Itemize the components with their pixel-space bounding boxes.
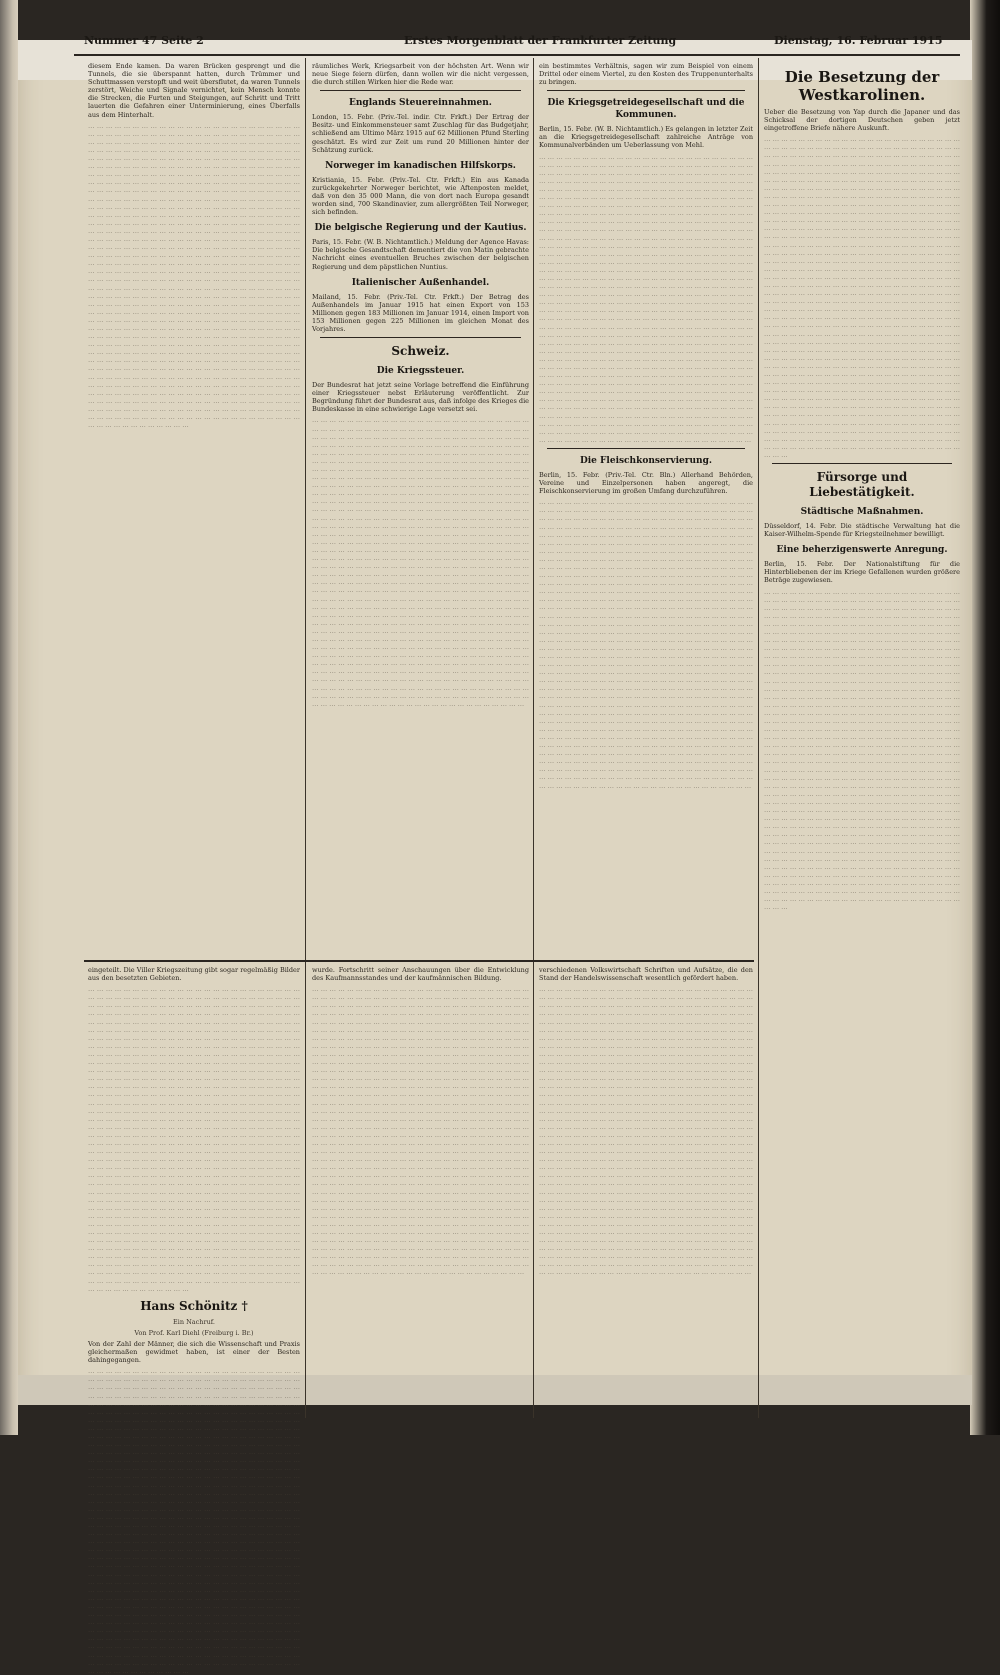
article-text: Paris, 15. Febr. (W. B. Nichtamtlich.) Meldung der Agence Havas: Die belgische Gesandtschaft dementiert die von Matin gebrachte Nachricht eines eventuellen Bruches zwischen der belgischen Regierung und dem päpstlichen Nuntius. [312, 238, 529, 271]
text-filler: … … … … … … … … … … … … … … … … … … … … … … … … … … … … … … … … … … … … … … … … … … … … … … … … … … … … … … … … … … … … … … … … … … … … … … … … … … … … … … … … … … … … … … … … … … … … … … … … … … … … … … … … … … … … … … … … … … … … … … … … … … … … … … … … … … … … … … … … … … … … … … … … … … … … … … … … … … … … … … … … … … … … … … … … … … … … … … … … … … … … … … … … … … … … … … … … … … … … … … … … … … … … … … … … … … … … … … … … … … … … … … … … … … … … … … … … … … … … … … … … … … … … … … … … … … … … … … … … … … … … … … … … … … … … … … … … … … … … … … … … … … … … … … … … … … … … … … … … … … … … … … … … … … … … … … … … … … … … … … … … … … … … … … … … … … … … … … … … … … … … … … … … … … … … … … … … … … … … … … … … … … … … … … … … … … … … … … … … … … … … … … … … … … … … … … … … … … … … … … … … … … … … … … … … … … … … … … … … … … … … … … … … … … … … … … … … … … … … … … … … … … … … … … … … … … … … … … … … … … … … … … … … … … … … … … … … … … … … … … … … … … … … … … … … … … … … … … … … … … … … … … … … … … … … … … … … … … … … … … … … … … … … … … … … … … … … … … … … … … … … … … … … … … … … … … … … … … … … … … … … … … … … … … … … … … … … … … … … … … … … … … … … … … … … … … … … … … … … … … … … … … … … … … … … … … … … … … … … … … … … … … … … … … … … … … … … … … … … … … … … … … … … … … … … … … … … … … … … … … … … … … … … … … … … … … … … … … … … … … … … … … … … … … … … … … … … … … … … … … … … … … … … … … … … … … … … … … … … … … … … … … … … … … … … … … … … … … … … … … … … … … … … … … … … … … … … … … … … … … … … … … … … … … … … … … … … … … … … … … … … … … … … … … … … … … … … … … … … … … … … … … … … … … … … … … … … … … … … … … … … … … … … … … … … … … … … … … … … … … … … … … … … … … … … … … … … … … … … … … … … … … … … … … … … … … … … … … … … … … … … … … … … … … … … … … … … … … … … … … … … [764, 587, 960, 912]
article-text: Berlin, 15. Febr. (W. B. Nichtamtlich.) Es gelangen in letzter Zeit an die Kriegsgetreidegesellschaft zahlreiche Anträge von Kommunalverbänden um Ueberlassung von Mehl. [539, 125, 753, 150]
article-headline: Norweger im kanadischen Hilfskorps. [325, 160, 516, 171]
article-text: Kristiania, 15. Febr. (Priv.-Tel. Ctr. Frkft.) Ein aus Kanada zurückgekehrter Norweger berichtet, wie Aftenposten meldet, daß von den 35 000 Mann, die von dort nach Europa gesandt worden sind, 700 Skandinavier, zum allergrößten Teil Norweger, sich befinden. [312, 175, 529, 217]
article-rule [320, 337, 521, 338]
issue-number: Nummer 47 Seite 2 [84, 34, 204, 47]
article-text: eingeteilt. Die Viller Kriegszeitung gibt sogar regelmäßig Bilder aus den besetzten Gebieten. [88, 966, 300, 983]
feuilleton-column-2 [312, 966, 529, 1412]
column-4 [764, 62, 960, 1412]
text-filler: … … … … … … … … … … … … … … … … … … … … … … … … … … … … … … … … … … … … … … … … … … … … … … … … … … … … … … … … … … … … … … … … … … … … … … … … … … … … … … … … … … … … … … … … … … … … … … … … … … … … … … … … … … … … … … … … … … … … … … … … … … … … … … … … … … … … … … … … … … … … … … … … … … … … … … … … … … … … … … … … … … … … … … … … … … … … … … … … … … … … … … … … … … … … … … … … … … … … … … … … … … … … … … … … … … … … … … … … … … … … … … … … … … … … … … … … … … … … … … … … … … … … … … … … … … … … … … … … … … … … … … … … … … … … … … … … … … … … … … … … … … … … … … … … … … … … … … … … … … … … … … … … … … … … … … … … … … … … … … … … … … … … … … … … … … … … … … … … … … … … … … … … … … … … … … … … … … … … … … … … … … … … … … … … … … … … … … … … … … … … … … … … … … … … … … … … … … … … … … … … … … … … … … … … … … … … … … … … … … … … … … … … … … … … … … … … … … … … … … … … … … … … … … … … … … … … … … … … … … … … … … … … … … … … … … … … … … … … … … … … … … … … … … … … … … … … … … … … … … … … … … … … … … … … … … … … … … … … … … … … … … … … … … … … … … … … … … … … … … … … … … … … … … … … … … … … … … … … … … … … … … … … … … … … … … … … … … … … … … … … … … … … … … … … … … … … … … … … … … … … … … … … … … … … … … … … … … … … … … … … … … … … … … … … … … … … … … … … … … … … … … … … … … … … … … … … … … … … … … … … … … … … … … … … … … … … … … … … … … … … … … … … … … … … … … … … … … … … … … … … … … … … … … … … … … … … … … … … … … … … … … … … … … … … … … … … … … … … … … … … … … … … … … … … … … … … … … … … … … … … … … … … … … … … … … … … … … … … … … … … … … … … … … … … … … … … … … … … … … … … … … … … … … … … … … … … … … … … … … … … … … … … … … … … … … … … … … … … … … … … … … … … … … … … … … … … … … … … … … … … … … … … … … … … … … … … … … … … … … … … … … … … … … … … … … … … … … … … … … … … [88, 1367, 300, 1675]
feuilleton-column-3 [539, 966, 753, 1412]
obituary-author: Von Prof. Karl Diehl (Freiburg i. Br.) [134, 1328, 254, 1337]
newspaper-title: Erstes Morgenblatt der Frankfurter Zeitung [404, 34, 677, 47]
article-text: verschiedenen Volkswirtschaft Schriften und Aufsätze, die den Stand der Handelswissenschaft wesentlich gefördert haben. [539, 966, 753, 983]
masthead [74, 34, 960, 52]
article-headline: Die Besetzung der Westkarolinen. [784, 68, 940, 104]
article-headline: Die Kriegsgetreidegesellschaft und die Kommunen. [547, 98, 745, 121]
article-text: Mailand, 15. Febr. (Priv.-Tel. Ctr. Frkft.) Der Betrag des Außenhandels im Januar 1915 hat einen Export von 153 Millionen gegen 183 Millionen im Januar 1914, einen Import von 153 Millionen gegen 225 Millionen im gleichen Monat des Vorjahres. [312, 292, 529, 333]
text-filler: … … … … … … … … … … … … … … … … … … … … … … … … … … … … … … … … … … … … … … … … … … … … … … … … … … … … … … … … … … … … … … … … … … … … … … … … … … … … … … … … … … … … … … … … … … … … … … … … … … … … … … … … … … … … … … … … … … … … … … … … … … … … … … … … … … … … … … … … … … … … … … … … … … … … … … … … … … … … … … … … … … … … … … … … … … … … … … … … … … … … … … … … … … … … … … … … … … … … … … … … … … … … … … … … … … … … … … … … … … … … … … … … … … … … … … … … … … … … … … … … … … … … … … … … … … … … … … … … … … … … … … … … … … … … … … … … … … … … … … … … … … … … … … … … … … … … … … … … … … … … … … … … … … … … … … … … … … … … … … … … … … … … … … … … … … … … … … … … … … … … … … … … … … … … … … … … … … … … … … … … … … … … … … … … … … … … … … … … … … … … … … … … … … … … … … … … … … … … … … … … … … … … … … … … … … … … … … … … … … … … … … … … … … … … … … … … … … … … … … … … … … … … … … … … … … … … … … … … … … … … … … … … … … … … … … … … … … … … … … … … … … … … … … … … … … … … … … … … … … … … … … … … … … … … … … … … … … … … … … … … … … … … … … … … … … … … … … … … … … … … … … … … … … … … … … … … … … … … … … … … … … … … … … … … … … … … … … … … … … … … … … … … … … … … … … … … … … … … … … … … … … … … … … … … … … … … … … … … … … … … … … … … … … … … … … … … … … … … … … … … … … … … … … … … … … … … … … … … … … … … … … … … … … … … … … … … … … … … … … … … … … … … … … … … … … … … … … … … … … … … … … … … … … … … … … … … … … … … … … … … … … … … … … … … … … … … … … … … … … … … … … … … … … … … … … … … … … … … … … … … … … … … … … … … … … … … … … … … … … … … … … … … … … … … … … … … … … … … … … … … … … … … … … … … … … … … … … … … … … … … … … … … … … … … … … … … … … … … … … … … … … … … … … … … … … … … … … … … … … … … … … … … … … … … … … … … … … … … … … … … … … … … … … … … … … … … … … … … … … … … [312, 985, 529, 1277]
article-text: Düsseldorf, 14. Febr. Die städtische Verwaltung hat die Kaiser-Wilhelm-Spende für Kriegsteilnehmer bewilligt. [764, 522, 960, 539]
issue-date: Dienstag, 16. Februar 1915 [774, 34, 943, 47]
obituary-subtitle: Ein Nachruf. [173, 1317, 215, 1326]
article-text: Ueber die Besetzung von Yap durch die Japaner und das Schicksal der dortigen Deutschen geben jetzt eingetroffene Briefe nähere Auskunft. [764, 108, 960, 133]
text-filler: … … … … … … … … … … … … … … … … … … … … … … … … … … … … … … … … … … … … … … … … … … … … … … … … … … … … … … … … … … … … … … … … … … … … … … … … … … … … … … … … … … … … … … … … … … … … … … … … … … … … … … … … … … … … … … … … … … … … … … … … … … … … … … … … … … … … … … … … … … … … … … … … … … … … … … … … … … … … … … … … … … … … … … … … … … … … … … … … … … … … … … … … … … … … … … … … … … … … … … … … … … … … … … … … … … … … … … … … … … … … … … … … … … … … … … … … … … … … … … … … … … … … … … … … … … … … … … … … … … … … … … … … … … … … … … … … … … … … … … … … … … … … … … … … … … … … … … … … … … … … … … … … … … … … … … … … … … … … … … … … … … … … … … … … … … … … … … … … … … … … … … … … … … … … … … … … … … … … … … … … … … … … … … … … … … … … … … … … … … … … … … … … … … … … … … … … … … … … … … … … … … … … … … … … … … … … … … … … … … … … … … … … … … … … … … … … … … … … … … … … … … … … … … … … … … … … … … … … … … … … … … … … … … … … … … … … … … … … … … … … … … … … … … … … … … … … … … … … … … … … … … … … … … … … … … … … … … … … … … … … … … … … … … … … … … … … … … … … … … … … … … … … … … … … … … … … … … … … … … … … … … … … … … … … … … … … … … … … … … … … … … … … … … … … … … … … … … … … … … … … … … … … … … … … … … … … … … … … … … … … … … … … … … … … … … … … … … … … … … … … … … … … … … … … … … … … … … … … … … … … … … … … … … … … … … … … … … … … … … … … … … … … … … … … … … … … … … … … … … … … … … … … … … … … … … … … … … … … … … … … … … … … … … … … … … … … … … … … … … … … … … … … … … … … … … … … … … … … … … … … … … … … … … … … … … … … … … … … … … … … … … … … … … … … … … … … … … … … … … … … … … … … … … … … … … … … … … … … … … … … … … … … … … … … … … … … … … … … … … … … … … … … … … … … … … … … … … … … … … … … … … … … … … … … … … … … … … … … … … … … … … … … … … … … … … … … … … … … … … … … [539, 498, 753, 790]
text-filler: … … … … … … … … … … … … … … … … … … … … … … … … … … … … … … … … … … … … … … … … … … … … … … … … … … … … … … … … … … … … … … … … … … … … … … … … … … … … … … … … … … … … … … … … … … … … … … … … … … … … … … … … … … … … … … … … … … … … … … … … … … … … … … … … … … … … … … … … … … … … … … … … … … … … … … … … … … … … … … … … … … … … … … … … … … … … … … … … … … … … … … … … … … … … … … … … … … … … … … … … … … … … … … … … … … … … … … … … … … … … … … … … … … … … … … … … … … … … … … … … … … … … … … … … … … … … … … … … … … … … … … … … … … … … … … … … … … … … … … … … … … … … … … … … … … … … … … … … … … … … … … … … … … … … … … … … … … … … … … … … … … … … … … … … … … … … … … … … … … … … … … … … … … … … … … … … … … … … … … … … … … … … … … … … … … … … … … … … … … … … … … … … … … … … … … … … … … … … … … … … … … … … … … … … … … … … … … … … … … … … … … … … … … … … … … … … … … … … … … … … … … … … … … … … … … … … … … … … … … … … … … … … … … … … … … … … … … … … … … … … … … … … … … … … … … … … … … … … … … … … … … … … … … … … … … … … … … … … … … … … … … … … … … … … … … … … … … … … … … … … … … … … … … … … … … … … … … … … … … … … … … … … … … … … … … … … … … … … … … … … … … … … … … … … … … … … … … … … … … … … … … … … … … … … … … … … … … … … … … … … … … … … … … … … … … … … … … … … … … … … … … … … … … … … … … … … … … … … … … … … … … … … … … … … … … … … … … … … … … … … … … … … … … … … … … … … … … … … … … … … … … … … … … … … … … … … … … … … … … … … … … … … … … … … … … … … … … … … … … … … … … … … … … … … … … … … … … … … … … … … … … … … … … … … … … … … … … … … … … … … … … … … … … … … … … … … … … … … … … … … … … … … … … … … … … … … … … … … … … … … … … … … … … … … … … … … … … … … … … … … … … … … … … … … … … … … … … … … … … … … … … … … … … … … … … … … … … … … … … … … … … … … … … … … … … … … … … … … … … … … [539, 985, 753, 1277]
feuilleton-column-1 [88, 966, 300, 1675]
obituary-headline: Hans Schönitz † [140, 1298, 248, 1313]
section-headline: Fürsorge und Liebestätigkeit. [809, 470, 915, 500]
column-rule [305, 58, 306, 1418]
article-headline: Städtische Maßnahmen. [800, 507, 924, 518]
article-text: Von der Zahl der Männer, die sich die Wissenschaft und Praxis gleichermaßen gewidmet haben, ist einer der Besten dahingegangen. [88, 1339, 300, 1365]
article-headline: Eine beherzigenswerte Anregung. [776, 545, 948, 556]
article-text: London, 15. Febr. (Priv.-Tel. indir. Ctr. Frkft.) Der Ertrag der Besitz- und Einkommensteuer samt Zuschlag für das Budgetjahr, schließend am Ultimo März 1915 auf 62 Millionen Pfund Sterling geschätzt. Es wird zur Zeit um rund 20 Millionen hinter der Schätzung zurück. [312, 113, 529, 154]
text-filler: … … … … … … … … … … … … … … … … … … … … … … … … … … … … … … … … … … … … … … … … … … … … … … … … … … … … … … … … … … … … … … … … … … … … … … … … … … … … … … … … … … … … … … … … … … … … … … … … … … … … … … … … … … … … … … … … … … … … … … … … … … … … … … … … … … … … … … … … … … … … … … … … … … … … … … … … … … … … … … … … … … … … … … … … … … … … … … … … … … … … … … … … … … … … … … … … … … … … … … … … … … … … … … … … … … … … … … … … … … … … … … … … … … … … … … … … … … … … … … … … … … … … … … … … … … … … … … … … … … … … … … … … … … … … … … … … … … … … … … … … … … … … … … … … … … … … … … … … … … … … … … … … … … … … … … … … … … … … … … … … … … … … … … … … … … … … … … … … … … … … … … … … … … … … … … … … … … … … … … … … … … … … … … … … … … … … … … … … … … … … … … … … … … … … … … … … … … … … … … … … … … … … … … … … … … … … … … … … … … … … … … … … … … … … … … … … … … … … … … … … … … … … … … … … … … … … … … … … … … … … … … … … … … … … … … … … … … … … … … … … … … … … … … … … … … … … … … … … … … … … … … … … … … … … … … … … … … … … … … … … … … … … … … … … … … … … … … … … … … … … … … … … … … … … … … … … … … … … … … … … … … … … … … … … … … … … … … … … … … … … … … … … … … … … … … … … … … … … … … … … … … … … … … … … … … … … … … … … … … … … … … … … … … … … … … … … … … … … … … … … … … … … … … … … … … … … … … … … … … … … … … … … … … … … … … … … … … … … … … … … … … … … … … … … … … … … … … … … … … … … … … … … … … … … … … … … … … … … … … … … … … … … … … … … … … … … … … … … … … … … … … … … … … … … … … … … … … … … … … … … … … … … … … … … … … … … … … … … … … … … … … … … … … … … … … … … … … … … … … … … … … … … … … … … … … … … … … … … … … … … … … … … … … … … … … … … … … … … … … … … … … … … … … … … … … … … … … … … … … … … … … … … … … … … … … … … … … … … … … … … … … … … … … … … … … … … … … … … … … … … [539, 152, 753, 444]
article-text: Der Bundesrat hat jetzt seine Vorlage betreffend die Einführung einer Kriegssteuer nebst Erläuterung veröffentlicht. Zur Begründung führt der Bundesrat aus, daß infolge des Krieges die Bundeskasse in eine schwierige Lage versetzt sei. [312, 381, 529, 414]
article-text: Berlin, 15. Febr. (Priv.-Tel. Ctr. Bln.) Allerhand Behörden, Vereine und Einzelpersonen haben angeregt, die Fleischkonservierung im großen Umfang durchzuführen. [539, 470, 753, 496]
article-headline: Englands Steuereinnahmen. [349, 98, 492, 109]
article-headline: Die belgische Regierung und der Kautius. [314, 223, 527, 234]
column-rule [758, 58, 759, 1418]
article-rule [547, 90, 745, 91]
article-text: wurde. Fortschritt seiner Anschauungen über die Entwicklung des Kaufmannsstandes und der kaufmännischen Bildung. [312, 966, 529, 983]
column-2 [312, 62, 529, 956]
book-binding [0, 0, 18, 1435]
text-filler: … … … … … … … … … … … … … … … … … … … … … … … … … … … … … … … … … … … … … … … … … … … … … … … … … … … … … … … … … … … … … … … … … … … … … … … … … … … … … … … … … … … … … … … … … … … … … … … … … … … … … … … … … … … … … … … … … … … … … … … … … … … … … … … … … … … … … … … … … … … … … … … … … … … … … … … … … … … … … … … … … … … … … … … … … … … … … … … … … … … … … … … … … … … … … … … … … … … … … … … … … … … … … … … … … … … … … … … … … … … … … … … … … … … … … … … … … … … … … … … … … … … … … … … … … … … … … … … … … … … … … … … … … … … … … … … … … … … … … … … … … … … … … … … … … … … … … … … … … … … … … … … … … … … … … … … … … … … … … … … … … … … … … … … … … … … … … … … … … … … … … … … … … … … … … … … … … … … … … … … … … … … … … … … … … … … … … … … … … … … … … … … … … … … … … … … … … … … … … … … … … … … … … … … … … … … … … … … … … … … … … … … … … … … … … … … … … … … … … … … … … … … … … … … … … … … … … … … … … … … … … … … … … … … … … … … … … … … … … … … … … … … … … … … … … … … … … … … … … … … … … … … … … … … … … … … … … … … … … … … … … … … … … … … … … … … … … … … … … … … … … … … … … … … … … … … … … … … … … … … … … … … … … … … … … … … … … … … … … … … … … … … … … … … … … … … … … … … … … … … … … … … … … … … … … … … … … … … … … … … … … … … … … … … … … … … … … … … … … … … … … … … … … … … … … … … … … … … … … … … … … … … … … … … … … … … … … … … … … … … … … … … … … … … … … … … … … … … … … … … … … … … … … … … … … … … … … … … … … … … … … … … … … … … … … … … … … … … … … … … … … … … … … … … … … … … … … … … … … … … … … … … … … … … … … … … … … … … … … … … … … … … … … … … … … … … … … … … … … … … … … … … … … … … … … … … … … … … … … … … … … … … … … … … … … … … … … … … … … … … … … … … … … … … … … … … … … … … … … … … … … … … … … … … … … … … … … … … … … … … … … … … … … … … … … … … … … … … … … … … … [88, 121, 300, 430]
text-filler: … … … … … … … … … … … … … … … … … … … … … … … … … … … … … … … … … … … … … … … … … … … … … … … … … … … … … … … … … … … … … … … … … … … … … … … … … … … … … … … … … … … … … … … … … … … … … … … … … … … … … … … … … … … … … … … … … … … … … … … … … … … … … … … … … … … … … … … … … … … … … … … … … … … … … … … … … … … … … … … … … … … … … … … … … … … … … … … … … … … … … … … … … … … … … … … … … … … … … … … … … … … … … … … … … … … … … … … … … … … … … … … … … … … … … … … … … … … … … … … … … … … … … … … … … … … … … … … … … … … … … … … … … … … … … … … … … … … … … … … … … … … … … … … … … … … … … … … … … … … … … … … … … … … … … … … … … … … … … … … … … … … … … … … … … … … … … … … … … … … … … … … … … … … … … … … … … … … … … … … … … … … … … … … … … … … … … … … … … … … … … … … … … … … … … … … … … … … … … … … … … … … … … … … … … … … … … … … … … … … … … … … … … … … … … … … … … … … … … … … … … … … … … … … … … … … … … … … … … … … … … … … … … … … … … … … … … … … … … … … … … … … … … … … … … … … … … … … … … … … … … … … … … … … … … … … … … … … … … … … … … … … … … … … … … … … … … … … … … … … … … … … … … … … … … … … … … … … … … … … … … … … … … … … … … … … … … … … … … … … … … … … … … … … … … … … … … … … … … … … … … … … … … … … … … … … … … … … … … … … … … … … … … … … … … … … … … … … … … … … … … … … … … … … … … … … … … … … … … … … … … … … … … … … … … … … … … … … … … … … … … … … … … … … … … … … … … … … … … … … … … … … … … … … … … … … … … … … … … … … … … … … … … … … … … … … … … … … … … … … … … … … … … … … … … … … … … … … … … … … … … … … … … … … … … … … … … … … … … … … … … … … … … … … … … … … … … … … … … … … … … … … … … … … … … … … … … … … … … … … … … … … … … … … … … … … … … … … … … … … … … … … … … … … … … … … … … … … … … … … … … … … … … … … … … … … … … … … … … … … … … … … … … … … … … … … … … … … … … … … … [764, 135, 960, 459]
column-1 [88, 62, 300, 956]
article-text: diesem Ende kamen. Da waren Brücken gesprengt und die Tunnels, die sie überspannt hatten, durch Trümmer und Schuttmassen verstopft und weit übersflutet, da waren Tunnels zerstört, Weiche und Signale vernichtet, kein Mensch konnte die Strecken, die Furten und Steigungen, auf Schritt und Tritt lauerten die Gefahren einer Unterminierung, eines Überfalls aus dem Hinterhalt. [88, 62, 300, 119]
feuilleton-divider [84, 960, 754, 962]
article-rule [320, 90, 521, 91]
article-rule [772, 463, 952, 464]
article-headline: Die Fleischkonservierung. [579, 455, 713, 466]
column-rule [533, 58, 534, 1418]
page-edge [970, 0, 1000, 1435]
text-filler: … … … … … … … … … … … … … … … … … … … … … … … … … … … … … … … … … … … … … … … … … … … … … … … … … … … … … … … … … … … … … … … … … … … … … … … … … … … … … … … … … … … … … … … … … … … … … … … … … … … … … … … … … … … … … … … … … … … … … … … … … … … … … … … … … … … … … … … … … … … … … … … … … … … … … … … … … … … … … … … … … … … … … … … … … … … … … … … … … … … … … … … … … … … … … … … … … … … … … … … … … … … … … … … … … … … … … … … … … … … … … … … … … … … … … … … … … … … … … … … … … … … … … … … … … … … … … … … … … … … … … … … … … … … … … … … … … … … … … … … … … … … … … … … … … … … … … … … … … … … … … … … … … … … … … … … … … … … … … … … … … … … … … … … … … … … … … … … … … … … … … … … … … … … … … … … … … … … … … … … … … … … … … … … … … … … … … … … … … … … … … … … … … … … … … … … … … … … … … … … … … … … … … … … … … … … … … … … … … … … … … … … … … … … … … … … … … … … … … … … … … … … … … … … … … … … … … … … … … … … … … … … … … … … … … … … … … … … … … … … … … … … … … … … … … … … … … … … … … … … … … … … … … … … … … … … … … … … … … … … … … … … … … … … … … … … … … … … … … … … … … … … … … … … … … … … … … … … … … … … … … … … … … … … … … … … … … … … … … … … … … … … … … … … … … … … … … … … … … … … … … … … … … … … … … … … … … … … … … … … … … … … … … … … … … … … … … … … … … … … … … … … … … … … … … … … … … … … … … … … … … … … … … … … … … … … … … … … … … … … … … … … … … … … … … … … … … … … … … … … … … … … … … … … … … … … … … … … … … … … … … … … … … … … … … … … … … … … … … … … … … … … … … … … … … … … … … … … … … … … … … … … … … … … … … … … … … … … … … … … … … … … … … … … … … … … … … … … … … … … … … … … … … … … … … … … … … … … … … … … … … … … … … … … … … … … … … … … … … … … … … … … … … … … … … … … … … … … … … … … … … … … … … … … … … … … … … … … … … … … … … … … … … … … … … … … … … … … … … … … … [312, 416, 529, 708]
text-filler: … … … … … … … … … … … … … … … … … … … … … … … … … … … … … … … … … … … … … … … … … … … … … … … … … … … … … … … … … … … … … … … … … … … … … … … … … … … … … … … … … … … … … … … … … … … … … … … … … … … … … … … … … … … … … … … … … … … … … … … … … … … … … … … … … … … … … … … … … … … … … … … … … … … … … … … … … … … … … … … … … … … … … … … … … … … … … … … … … … … … … … … … … … … … … … … … … … … … … … … … … … … … … … … … … … … … … … … … … … … … … … … … … … … … … … … … … … … … … … … … … … … … … … … … … … … … … … … … … … … … … … … … … … … … … … … … … … … … … … … … … … … … … … … … … … … … … … … … … … … … … … … … … … … … … … … … … … … … … … … … … … … … … … … … … … … … … … … … … … … … … … … … … … … … … … … … … … … … … … … … … … … … … … … … … … … … … … … … … … … … … … … … … … … … … … … … … … … … … … … … … … … … … … … … … … … … … … … … … … … … … … … … … … … … … … … … … … … … … … … … … … … … … … … … … … … … … … … … … … … … … … … … … … … … … … … … … … … … … … … … … … … … … … … … … … … … … … … … … … … … … … … … … … … … … … … … … … … … … … … … … … … … … … … … … … … … … … … … … … … … … … … … … … … … … … … … … … … … … … … … … … … … … … … … … … … … … … … … … … … … … … … … … … … … … … … … … … … … … … … … … … … … … … … … … … … … … … … … … … … … … … … … … … … … … … … … … … … … … … … … … … … … … … … … … … … … … … … … … … … … … … … … … … … … … … … … … … … … … … … … … … … … … … … … … … … … … … … … … … … … … … … … … … … … … … … … … … … … … … … … … … … … … … … … … … … … … … … … … … … … … … … … … … … … … … … … … … … … … … … … … … … … … … … … … … … … … … … … … … … … … … … … … … … … … … … … … … … … … … … … … … … … … … … … … … … … … … … … … … … … … … … … … … … … … … … … … … … … … … … … … … … … … … … … … … … … … … … … … … … … … … … … … … … … … … … … … … … … … … … … … … … … … … … … … … … … … … … … … … … … [88, 985, 300, 1293]
article-headline: Die Kriegssteuer. [376, 366, 465, 377]
article-text: ein bestimmtes Verhältnis, sagen wir zum Beispiel von einem Drittel oder einem Viertel, zu den Kosten des Truppenunterhalts zu bringen. [539, 62, 753, 87]
masthead-rule [74, 54, 960, 56]
section-headline: Schweiz. [391, 344, 450, 359]
article-rule [547, 448, 745, 449]
article-text: Berlin, 15. Febr. Der Nationalstiftung für die Hinterbliebenen der im Kriege Gefallenen wurden größere Beträge zugewiesen. [764, 560, 960, 585]
column-3 [539, 62, 753, 956]
article-text: räumliches Werk, Kriegsarbeit von der höchsten Art. Wenn wir neue Siege feiern dürfen, dann wollen wir die nicht vergessen, die durch stillen Wirken hier die Rede war. [312, 62, 529, 87]
article-headline: Italienischer Außenhandel. [351, 277, 490, 288]
